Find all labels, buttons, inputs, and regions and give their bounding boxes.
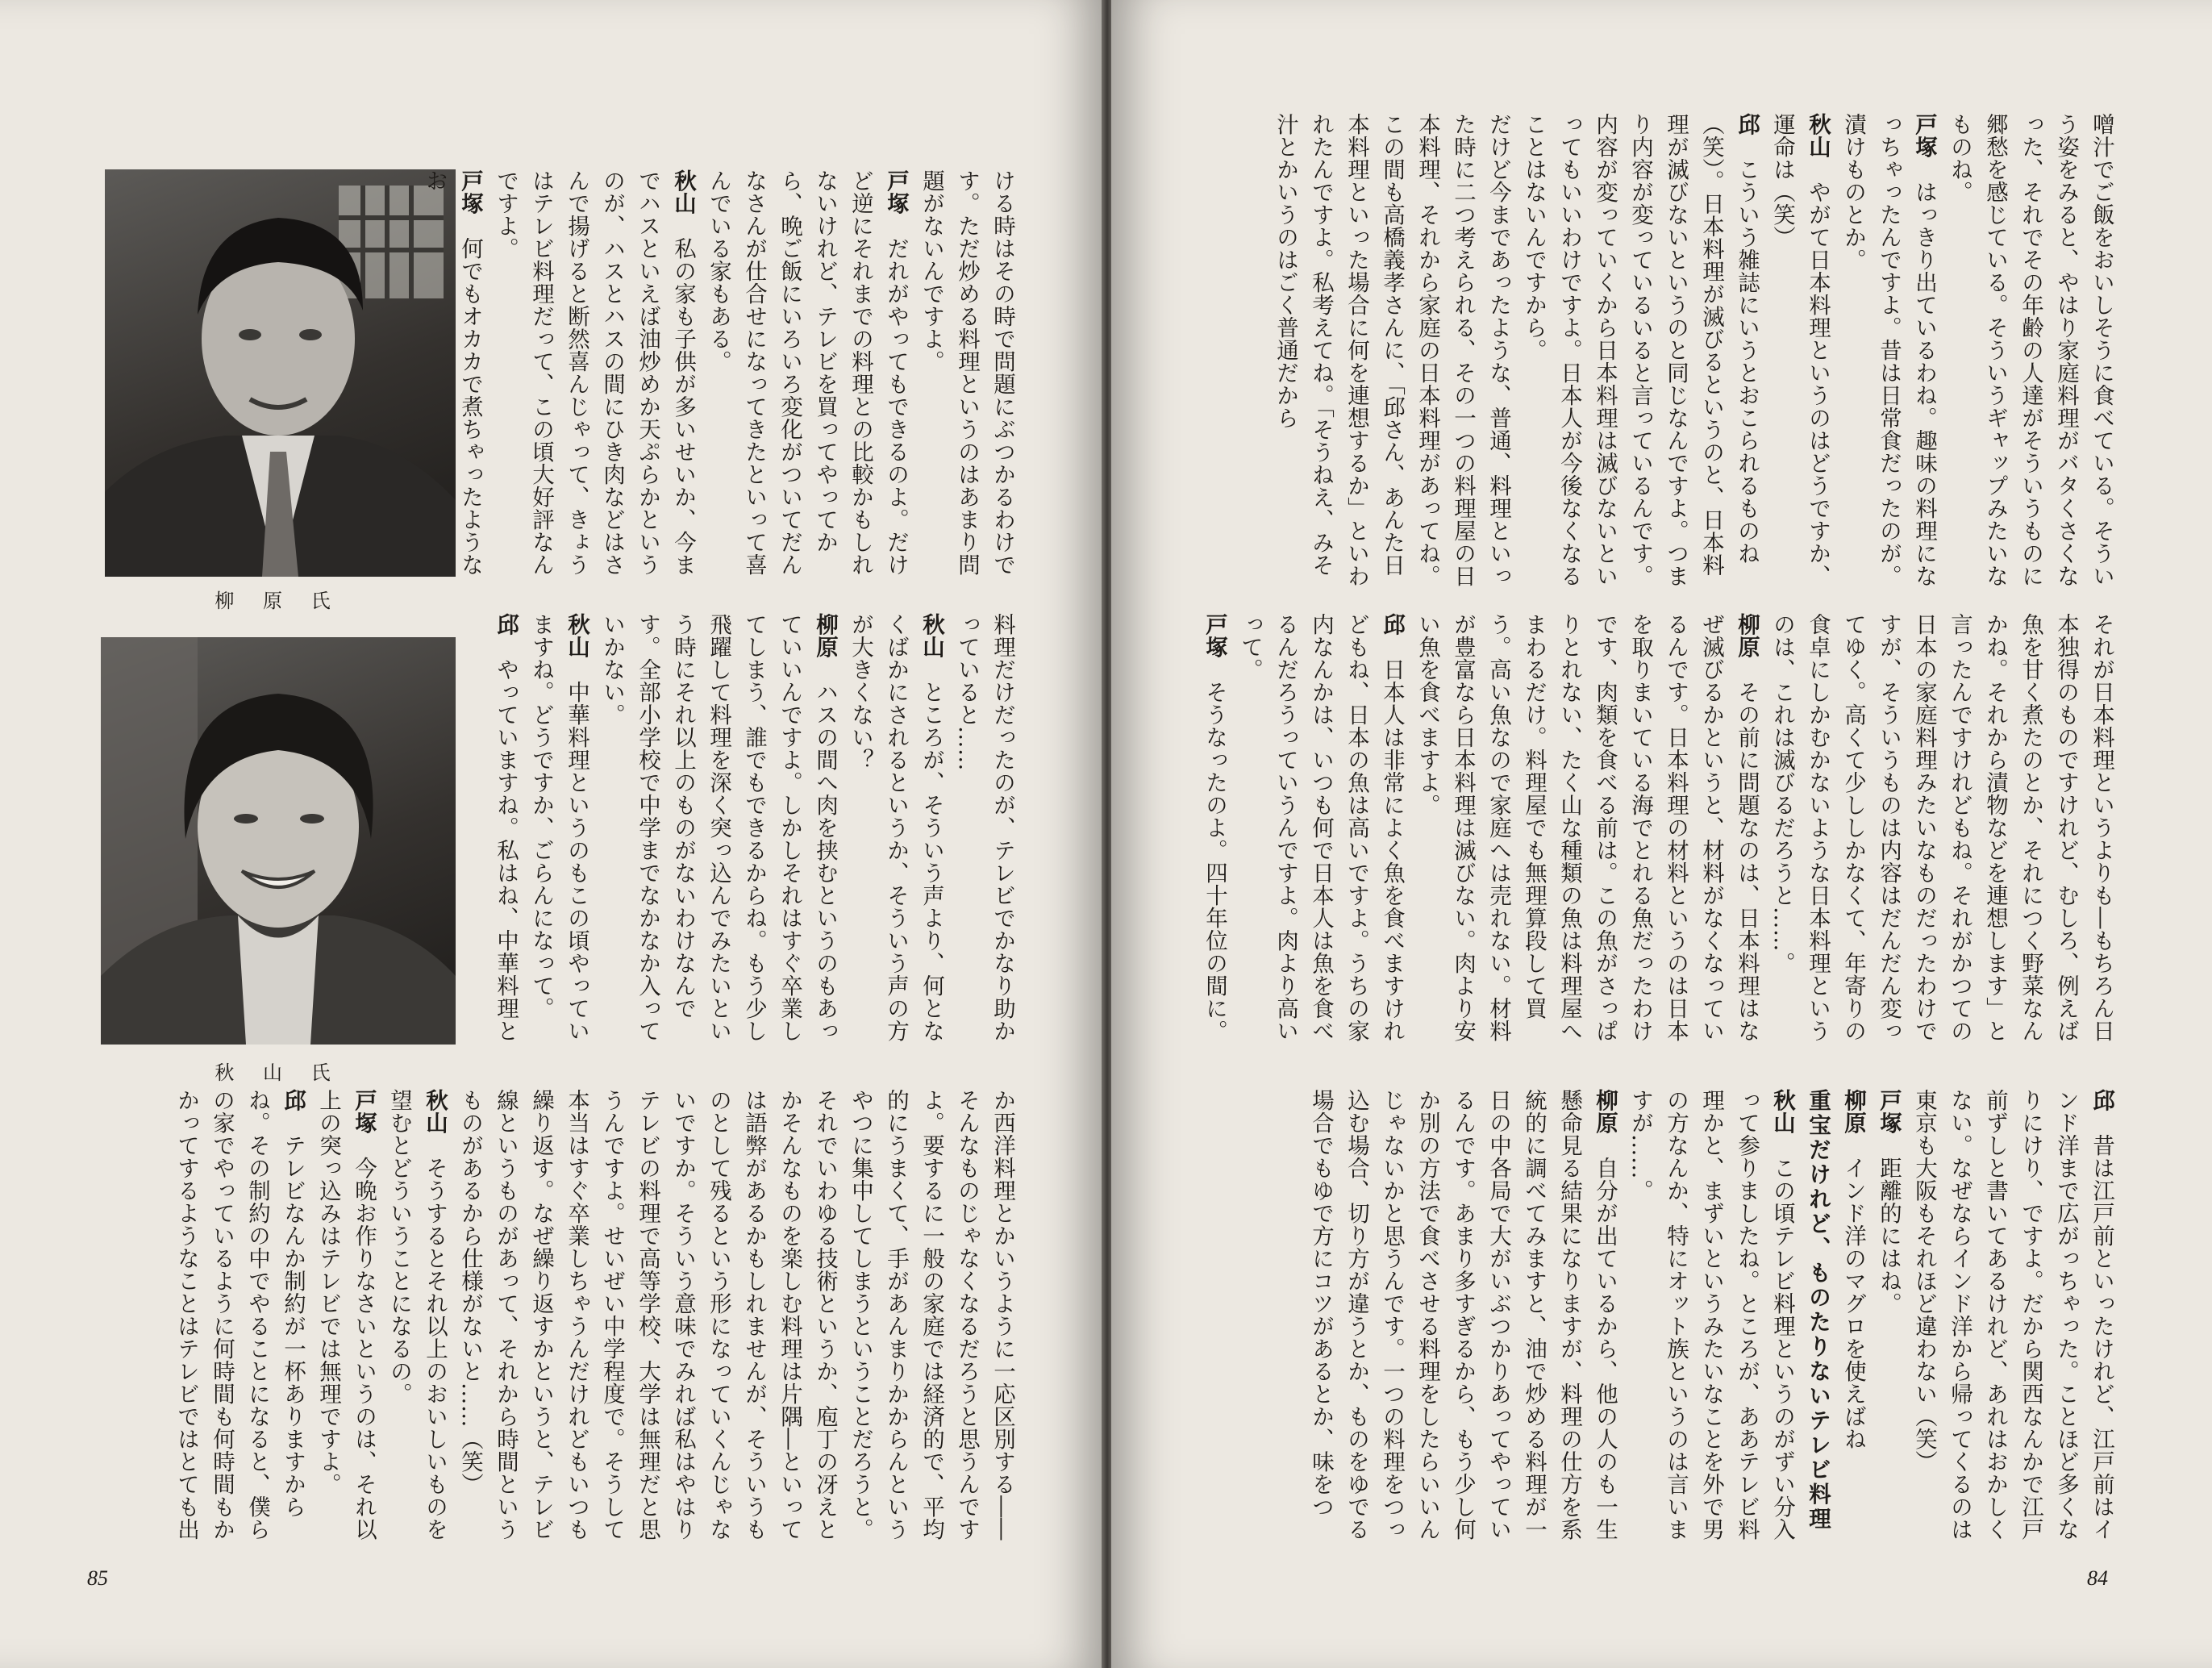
- speaker-name: 柳原: [812, 613, 838, 658]
- speaker-name: 戸塚: [1911, 113, 1937, 158]
- paragraph-text: 自分が出ているから、他の人のも一生懸命見る結果になりますが、料理の仕方を系統的に調べてみますと、油で炒める料理が一日の中各局で大がいぶつかりあってやっているんです。あまり多すぎるから、もう少し何か別の方法で食べさせる料理をしたらいいんじゃないかと思うんです。一つの料理をつっ込む場合、切り方が違うとか、ものをゆでる場合でもゆで方にコツがあるとか、味をつ: [1308, 1089, 1618, 1541]
- paragraph: [417, 169, 488, 597]
- section-heading-text: 重宝だけれど、ものたりないテレビ料理: [1805, 1089, 1831, 1532]
- paragraph-text: やっていますね。私はね、中華料理と: [493, 658, 519, 1042]
- paragraph-text: そうなったのよ。四十年位の間に。: [1202, 681, 1227, 1042]
- paragraph-text: 昔は江戸前といったけれど、江戸前はインド洋まで広がっちゃった。ことほど多くなりにけり、ですよ。だから関西なんかで江戸前ずしと書いてあるけれど、あれはおかしくない。なぜならインド洋から帰ってくるのは東京も大阪もそれほど違わない（笑）: [1911, 1089, 2114, 1541]
- page-number: 84: [2087, 1566, 2108, 1590]
- speaker-name: 戸塚: [351, 1089, 377, 1134]
- speaker-name: 秋山: [919, 613, 944, 658]
- paragraph: [1268, 113, 1516, 589]
- speaker-name: 邱: [2089, 1089, 2114, 1111]
- paragraph: [1942, 113, 2119, 589]
- paragraph-text: それが日本料理というよりも―もちろん日本独得のものですけれど、むしろ、例えば魚を甘く煮たのとか、それにつく野菜なんかね。それから漬物などを連想します」と言ったんですけれどもね。それがかつての日本の家庭料理みたいなものだったわけですが、そういうものは内容はだんだん変ってゆく。高くて少ししかなくて、年寄りの食卓にしかむかないような日本料理というのは、これは滅びるだろうと……。: [1769, 613, 2114, 1042]
- speaker-name: 柳原: [1592, 1089, 1618, 1134]
- paragraph-text: インド洋のマグロを使えばね: [1840, 1157, 1866, 1450]
- left-page: [0, 0, 1103, 1668]
- paragraph: [1303, 1089, 1623, 1541]
- paragraph: [488, 169, 701, 597]
- paragraph-text: だれがやってもできるのよ。だけど逆にそれまでの料理との比較かもしれないけれど、テレビを買ってやってから、晩ご飯にいろいろ変化がついてだんなさんが仕合せになってきたといって喜んでいる家もある。: [706, 169, 909, 576]
- speaker-name: 柳原: [1734, 613, 1760, 658]
- paragraph-text: 日本人は非常によく魚を食べますけれどもね、日本の魚は高いですよ。うちの家内なんかは、いつも何で日本人は魚を食べるんだろうっていうんですよ。肉より高いって。: [1237, 613, 1405, 1042]
- paragraph: [169, 1089, 310, 1541]
- speaker-name: 邱: [280, 1089, 306, 1111]
- paragraph-text: 何でもオカカで煮ちゃったようなお: [422, 169, 483, 576]
- speaker-name: 邱: [493, 613, 519, 636]
- page-number: 85: [87, 1566, 108, 1590]
- paragraph-text: ところが、そういう声より、何となくばかにされるというか、そういう声の方が大きくない？: [848, 613, 944, 1042]
- paragraph-text: こういう雑誌にいうとおこられるものね（笑）。日本料理が滅びるというのと、日本料理が滅びないというのと同じなんですよ。つまり内容が変っているいると言っているんです。内容が変っていくから日本料理は滅びないといってもいいわけですよ。日本人が今後なくなることはないんですから。: [1521, 113, 1760, 587]
- right-middle-text-block: [1127, 613, 2119, 1053]
- paragraph: [523, 613, 594, 1049]
- paragraph: [1410, 613, 1764, 1053]
- paragraph: [310, 1089, 381, 1541]
- paragraph: [594, 613, 843, 1049]
- speaker-name: 戸塚: [1202, 613, 1227, 658]
- speaker-name: 秋山: [422, 1089, 448, 1134]
- speaker-name: 秋山: [564, 613, 589, 658]
- left-upper-text-block: [422, 169, 1020, 597]
- paragraph-text: はっきり出ているわね。趣味の料理になっちゃったんですよ。昔は日常食だったのが。漬けものとか。: [1840, 113, 1937, 587]
- paragraph: [1871, 1089, 1906, 1541]
- paragraph-text: ハスの間へ肉を挟むというのもあっていいんですよ。しかしそれはすぐ卒業してしまう、誰でもできるからね。もう少し飛躍して料理を深く突っ込んでみたいという時にそれ以上のものがないわけなんです。全部小学校で中学までなかなか入っていかない。: [599, 613, 838, 1042]
- paragraph-text: やがて日本料理というのはどうですか、運命は（笑）: [1769, 113, 1831, 587]
- paragraph: [914, 169, 1020, 597]
- paragraph: [843, 613, 949, 1049]
- section-heading: [1800, 1089, 1835, 1541]
- speaker-name: 邱: [1379, 613, 1405, 636]
- paragraph-text: この頃テレビ料理というのがずい分入って参りましたね。ところが、ああテレビ料理かと、まずいというみたいなことを外で男の方なんか、特にオット族というのは言いますが……。: [1627, 1089, 1795, 1541]
- paragraph-text: 中華料理というのもこの頃やっていますね。どうですか、ごらんになって。: [528, 613, 589, 1042]
- paragraph-text: 私の家も子供が多いせいか、今までハスといえば油炒めか天ぷらかというのが、ハスとハスの間にひき肉などはさんで揚げると断然喜んじゃって、きょうはテレビ料理だって、この頃大好評なんですよ。: [493, 169, 696, 576]
- speaker-name: 邱: [1734, 113, 1760, 136]
- paragraph-text: か西洋料理とかいうように一応区別する――そんなものじゃなくなるだろうと思うんですよ。要するに一般の家庭では経済的で、平均的にうまくて、手があんまりかからんというやつに集中してしまうということだろうと。それでいわゆる技術というか、庖丁の冴えとかそんなものを楽しむ料理は片隅―といっては語弊があるかもしれませんが、そういうものとして残るという形になっていくんじゃないですか。そういう意味でみれば私はやはりテレビの料理で高等学校、大学は無理だと思うんですよ。せいぜい中学程度で。そうして本当はすぐ卒業しちゃうんだけれどもいつも繰り返す。なぜ繰り返すかというと、テレビ線というものがあって、それから時間というものがあるから仕様がないと……（笑）: [457, 1089, 1015, 1541]
- paragraph: [1906, 1089, 2119, 1541]
- speaker-name: 秋山: [670, 169, 696, 215]
- portrait-man-icon: [105, 169, 456, 577]
- speaker-name: 柳原: [1840, 1089, 1866, 1134]
- paragraph: [488, 613, 523, 1049]
- paragraph-text: 料理だけだったのが、テレビでかなり助かっていると……: [954, 613, 1015, 1042]
- speaker-name: 戸塚: [883, 169, 909, 215]
- photo-caption-yanagihara: 柳 原 氏: [215, 590, 342, 612]
- portrait-woman-icon: [101, 637, 456, 1045]
- left-middle-text-block: [480, 613, 1020, 1049]
- paragraph-text: 距離的にはね。: [1876, 1157, 1902, 1315]
- paragraph: [1232, 613, 1410, 1053]
- paragraph-text: テレビなんか制約が一杯ありますからね。その制約の中でやることになると、僕らの家でやっているように何時間も何時間もかかってするようなことはテレビではとても出: [173, 1089, 306, 1541]
- right-upper-text-block: [1127, 113, 2119, 589]
- paragraph: [701, 169, 914, 597]
- portrait-photo-akiyama: [101, 637, 456, 1045]
- paragraph-text: だけど今まであったような、普通、料理といった時に二つ考えられる、その一つの料理屋の日本料理、それから家庭の日本料理があってね。この間も高橋義孝さんに、「邱さん、あんた日本料理といった場合に何を連想するか」といわれたんですよ。私考えてね。「そうねえ、みそ汁とかいうのはごく普通だから: [1273, 113, 1511, 587]
- speaker-name: 戸塚: [457, 169, 483, 215]
- paragraph-text: そうするとそれ以上のおいしいものを望むとどういうことになるの。: [386, 1089, 448, 1541]
- speaker-name: 秋山: [1805, 113, 1831, 158]
- paragraph: [452, 1089, 1020, 1541]
- paragraph: [949, 613, 1020, 1049]
- paragraph: [1835, 1089, 1871, 1541]
- paragraph-text: 噌汁でご飯をおいしそうに食べている。そういう姿をみると、やはり家庭料理がバタくさくなった、それでその年齢の人達がそういうものに郷愁を感じている。そういうギャップみたいなものね。: [1947, 113, 2114, 587]
- portrait-photo-yanagihara: [105, 169, 456, 577]
- right-lower-text-block: [1127, 1089, 2119, 1541]
- paragraph: [381, 1089, 452, 1541]
- speaker-name: 秋山: [1769, 1089, 1795, 1134]
- photo-caption-akiyama: 秋 山 氏: [215, 1061, 342, 1084]
- paragraph: [1516, 113, 1764, 589]
- speaker-name: 戸塚: [1876, 1089, 1902, 1134]
- paragraph-text: その前に問題なのは、日本料理はなぜ滅びるかというと、材料がなくなっているんです。日本料理の材料というのは日本を取りまいている海でとれる魚だったわけです、肉類を食べる前は。この魚がさっぱりとれない、たく山な種類の魚は料理屋へまわるだけ。料理屋でも無理算段して買う。高い魚なので家庭へは売れない。材料が豊富なら日本料理は滅びない。肉より安い魚を食べますよ。: [1414, 613, 1760, 1042]
- right-page: [1111, 0, 2212, 1668]
- paragraph: [1197, 613, 1232, 1053]
- paragraph: [1623, 1089, 1800, 1541]
- paragraph-text: 今晩お作りなさいというのは、それ以上の突っ込みはテレビでは無理ですよ。: [315, 1089, 377, 1541]
- paragraph: [1764, 113, 1835, 589]
- left-lower-text-block: [81, 1089, 1020, 1541]
- paragraph: [1835, 113, 1942, 589]
- paragraph: [1764, 613, 2119, 1053]
- paragraph-text: ける時はその時で問題にぶつかるわけです。ただ炒める料理というのはあまり問題がないんですよ。: [919, 169, 1015, 576]
